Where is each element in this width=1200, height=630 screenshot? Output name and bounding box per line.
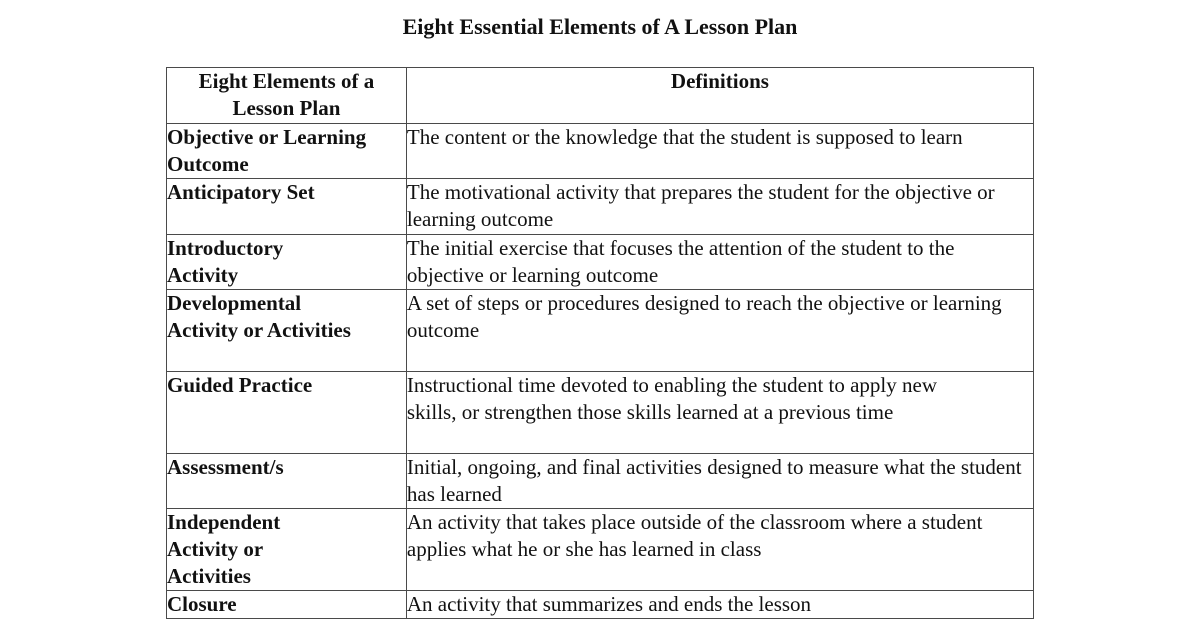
table-header-row: [167, 68, 1034, 124]
table-row: [167, 290, 1034, 372]
element-name: Closure: [167, 591, 407, 619]
element-name: Anticipatory Set: [167, 179, 407, 235]
element-name: Developmental Activity or Activities: [167, 290, 407, 372]
table-row: [167, 179, 1034, 235]
table-row: [167, 372, 1034, 454]
header-definitions: Definitions: [406, 68, 1033, 124]
table-row: [167, 591, 1034, 619]
element-definition: The initial exercise that focuses the attention of the student to the objective or learning outcome: [406, 235, 1033, 290]
lesson-plan-table: [166, 67, 1034, 619]
table-row: [167, 454, 1034, 509]
document-title: Eight Essential Elements of A Lesson Plan: [402, 14, 798, 39]
element-name: Guided Practice: [167, 372, 407, 454]
element-name: Objective or Learning Outcome: [167, 124, 407, 179]
element-definition: The motivational activity that prepares the student for the objective or learning outcome: [406, 179, 1033, 235]
element-definition: A set of steps or procedures designed to reach the objective or learning outcome: [406, 290, 1033, 372]
element-definition: An activity that summarizes and ends the lesson: [406, 591, 1033, 619]
header-elements: Eight Elements of a Lesson Plan: [167, 68, 407, 124]
element-name: Introductory Activity: [167, 235, 407, 290]
element-definition: The content or the knowledge that the student is supposed to learn: [406, 124, 1033, 179]
table-row: [167, 124, 1034, 179]
element-definition: An activity that takes place outside of the classroom where a student applies what he or she has learned in class: [406, 509, 1033, 591]
element-definition: Initial, ongoing, and final activities designed to measure what the student has learned: [406, 454, 1033, 509]
element-definition: Instructional time devoted to enabling the student to apply new skills, or strengthen those skills learned at a previous time: [406, 372, 1033, 454]
element-name: Independent Activity or Activities: [167, 509, 407, 591]
table-row: [167, 509, 1034, 591]
table-row: [167, 235, 1034, 290]
element-name: Assessment/s: [167, 454, 407, 509]
